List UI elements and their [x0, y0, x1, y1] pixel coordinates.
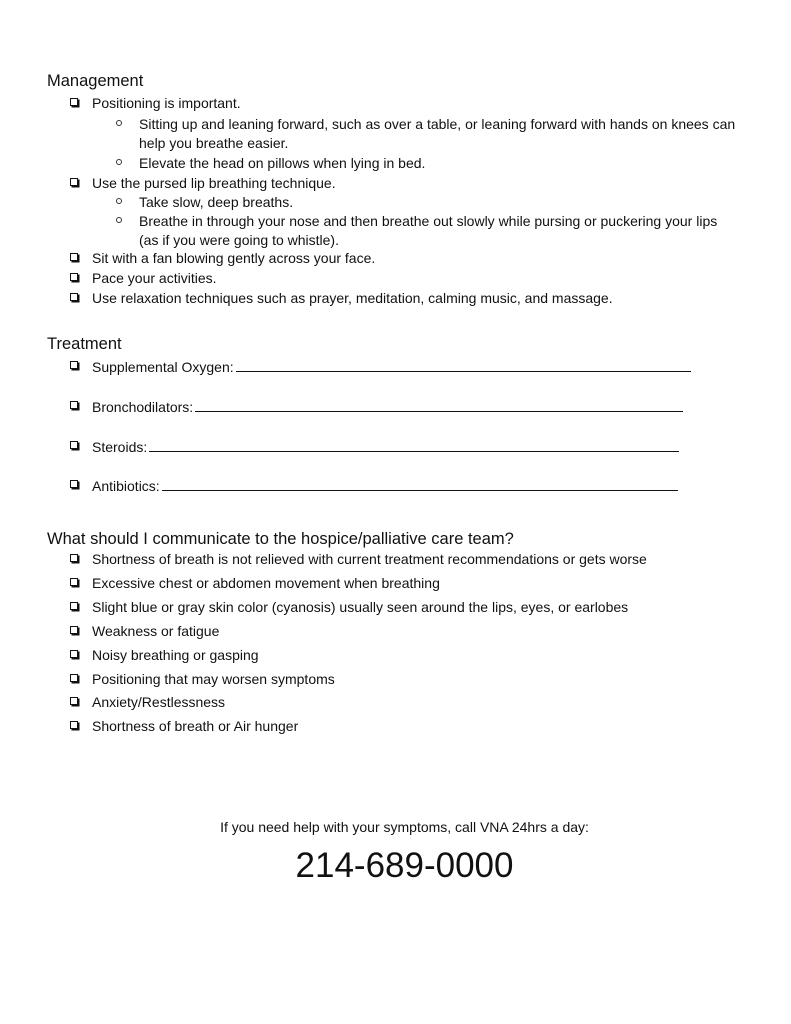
treatment-label: Antibiotics:	[92, 478, 160, 494]
communicate-heading: What should I communicate to the hospice/palliative care team?	[47, 530, 514, 548]
checkbox-icon	[70, 650, 78, 658]
checkbox-icon	[70, 721, 78, 729]
help-text: If you need help with your symptoms, call VNA 24hrs a day:	[220, 819, 589, 835]
treatment-label: Bronchodilators:	[92, 399, 194, 415]
checkbox-icon	[70, 578, 78, 586]
checkbox-icon	[70, 98, 78, 106]
checkbox-icon	[70, 480, 78, 488]
treatment-heading: Treatment	[47, 335, 122, 353]
treatment-label: Supplemental Oxygen:	[92, 359, 234, 375]
circle-bullet-icon	[116, 120, 122, 126]
phone-number: 214-689-0000	[295, 846, 514, 885]
checkbox-icon	[70, 674, 78, 682]
checkbox-icon	[70, 441, 78, 449]
treatment-label: Steroids:	[92, 439, 148, 455]
document-page: Management Positioning is important. Sitting up and leaning forward, such as over a table, or leaning forward with hands on knees can help you breathe easier. Elevate the head on pillows when lying in bed. Use the pursed lip breathing technique. Take slow, deep breaths. Breathe in through your nose and then breathe out slowly while pursing or puckering your lips (as if you were going to whistle). Sit with a fan blowing gently across your face. Pace your activities. Use relaxation techniques such as prayer, meditation, calming music, and massage. Treatment Supplemental Oxygen: Bronchodilators: Steroids: Antibiotics: What should I communicate to the hospice/palliative care team? Shortness of breath is not relieved with current treatment recommendations or gets worse Excessive chest or abdomen movement when breathing Slight blue or gray skin color (cyanosis) usually seen around the lips, eyes, or earlobes Weakness or fatigue Noisy breathing or gasping Positioning that may worsen symptoms Anxiety/Restlessness Shortness of breath or Air hunger If you need help with your symptoms, call VNA 24hrs a day: 214-689-0000	[0, 0, 791, 1024]
circle-bullet-icon	[116, 159, 122, 165]
circle-bullet-icon	[116, 217, 122, 223]
checkbox-icon	[70, 626, 78, 634]
fill-in-line[interactable]	[195, 397, 683, 412]
checkbox-icon	[70, 401, 78, 409]
checkbox-icon	[70, 697, 78, 705]
checkbox-icon	[70, 293, 78, 301]
circle-bullet-icon	[116, 198, 122, 204]
checkbox-icon	[70, 253, 78, 261]
fill-in-line[interactable]	[149, 437, 679, 452]
management-heading: Management	[47, 72, 144, 90]
checkbox-icon	[70, 361, 78, 369]
checkbox-icon	[70, 178, 78, 186]
checkbox-icon	[70, 602, 78, 610]
fill-in-line[interactable]	[162, 476, 678, 491]
checkbox-icon	[70, 554, 78, 562]
checkbox-icon	[70, 273, 78, 281]
fill-in-line[interactable]	[236, 357, 691, 372]
